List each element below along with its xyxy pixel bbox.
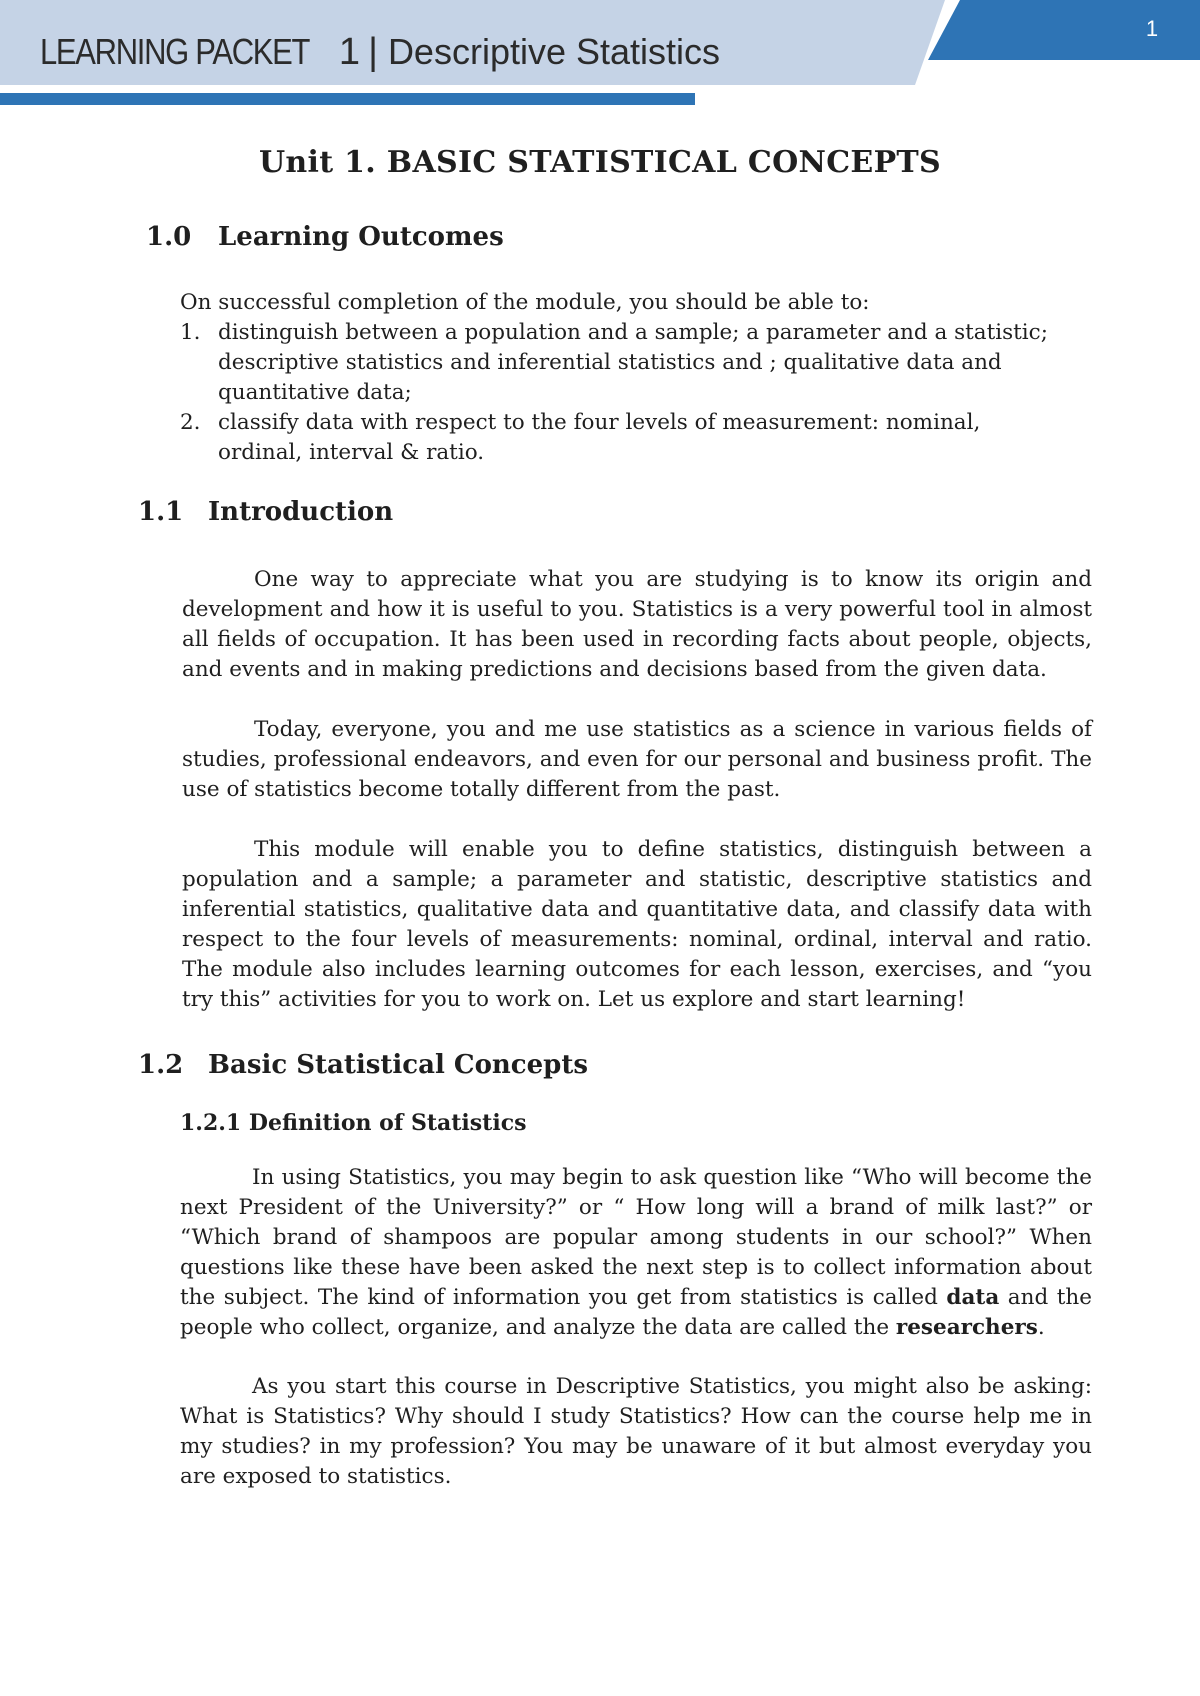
list-marker: 2. [180,410,201,435]
section-title: Introduction [208,497,394,527]
section-heading-basic-concepts [138,1050,588,1080]
list-item [180,318,1060,408]
definition-paragraph [180,1163,1092,1343]
section-number: 1.2 [138,1050,184,1080]
header-separator: | [368,30,378,73]
intro-paragraph: Today, everyone, you and me use statistics as a science in various fields of studies, professional endeavors, and even for our personal and business profit. The use of statistics become totally different from the past. [182,717,1092,802]
section-heading-learning-outcomes [146,222,504,252]
header-underline-bar [0,93,695,105]
list-item-text: distinguish between a population and a sample; a parameter and a statistic; descriptive statistics and inferential statistics and ; qualitative data and quantitative data; [218,320,1048,405]
header-label: LEARNING PACKET [40,31,310,72]
list-item [180,408,1060,468]
term-data: data [946,1285,1000,1310]
list-item-text: classify data with respect to the four levels of measurement: nominal, ordinal, interval & ratio. [218,410,981,465]
section-number: 1.0 [146,222,192,252]
outcomes-intro: On successful completion of the module, you should be able to: [180,290,870,315]
section-number: 1.1 [138,497,184,527]
section-heading-introduction [138,497,393,527]
definition-paragraph: As you start this course in Descriptive Statistics, you might also be asking: What is Statistics? Why should I study Statistics? How can the course help me in my studies? in my profession? You may be unaware of it but almost everyday you are exposed to statistics. [180,1374,1092,1489]
definition-text-start: In using Statistics, you may begin to ask question like “Who will become the next President of the University?” or “ How long will a brand of milk last?” or “Which brand of shampoos are popular among students in our school?” When questions like these have been asked the next step is to collect information about the subject. The kind of information you get from statistics is called [180,1165,1092,1310]
definition-text-middle: and the people who collect, organize, and analyze the data are called the [180,1285,1092,1340]
section-title: Basic Statistical Concepts [208,1050,589,1080]
section-title: Learning Outcomes [218,222,504,252]
outcomes-list [180,318,1060,468]
list-marker: 1. [180,320,201,345]
intro-paragraph: One way to appreciate what you are studying is to know its origin and development and how it is useful to you. Statistics is a very powerful tool in almost all fields of occupation. It has been used in recording facts about people, objects, and events and in making predictions and decisions based from the given data. [182,567,1092,682]
definition-text-end: . [1037,1315,1045,1340]
term-researchers: researchers [895,1315,1038,1340]
header-number: 1 [338,30,361,73]
header-subject: Descriptive Statistics [387,31,721,72]
header-banner [0,0,1200,110]
intro-paragraph: This module will enable you to define statistics, distinguish between a population and a sample; a parameter and statistic, descriptive statistics and inferential statistics, qualitative data and quantitative data, and classify data with respect to the four levels of measurements: nominal, ordinal, interval and ratio. The module also includes learning outcomes for each lesson, exercises, and “you try this” activities for you to work on. Let us explore and start learning! [182,837,1092,1012]
unit-title: Unit 1. BASIC STATISTICAL CONCEPTS [258,145,942,180]
header-title [40,22,720,82]
subsection-heading-definition: 1.2.1 Definition of Statistics [180,1110,527,1136]
page-number: 1 [1145,16,1159,41]
